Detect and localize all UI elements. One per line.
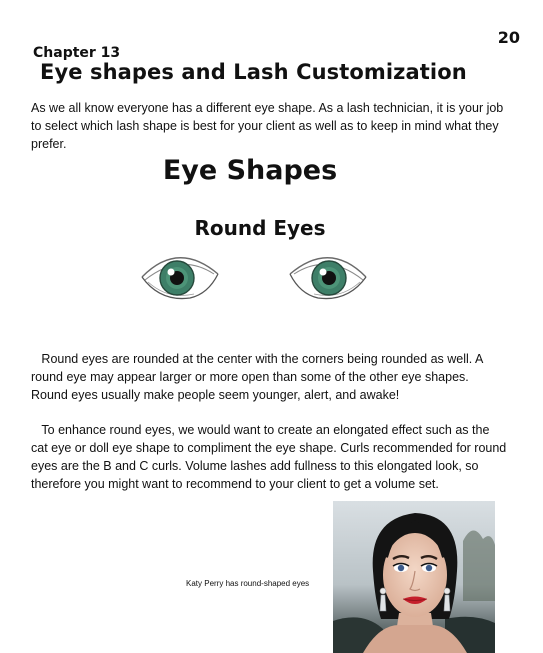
page-number: 20 (497, 28, 520, 47)
section-heading: Eye Shapes (162, 155, 338, 186)
paragraph-1-text: Round eyes are rounded at the center with the corners being rounded as well. A round eye may appear larger or more open than some of the other eye shapes. Round eyes usually make people seem younger, alert, and awake! (31, 352, 483, 402)
round-eyes-enhancement-paragraph (31, 421, 507, 493)
chapter-label: Chapter 13 (33, 45, 121, 61)
photo-caption: Katy Perry has round-shaped eyes (186, 579, 310, 588)
round-eyes-description-paragraph (31, 350, 507, 404)
round-eye-right-illustration (284, 244, 370, 304)
portrait-photo (333, 501, 495, 653)
intro-paragraph: As we all know everyone has a different eye shape. As a lash technician, it is your job to select which lash shape is best for your client as well as to keep in mind what they prefer. (31, 101, 504, 151)
chapter-title: Eye shapes and Lash Customization (40, 60, 467, 84)
round-eye-left-illustration (138, 244, 224, 304)
sub-heading: Round Eyes (194, 216, 326, 240)
paragraph-2-text: To enhance round eyes, we would want to create an elongated effect such as the cat eye or doll eye shape to compliment the eye shape. Curls recommended for round eyes are the B and C curls. Volume lashes add fullness to this elongated look, so therefore you might want to recommend to your client to get a volume set. (31, 423, 507, 491)
